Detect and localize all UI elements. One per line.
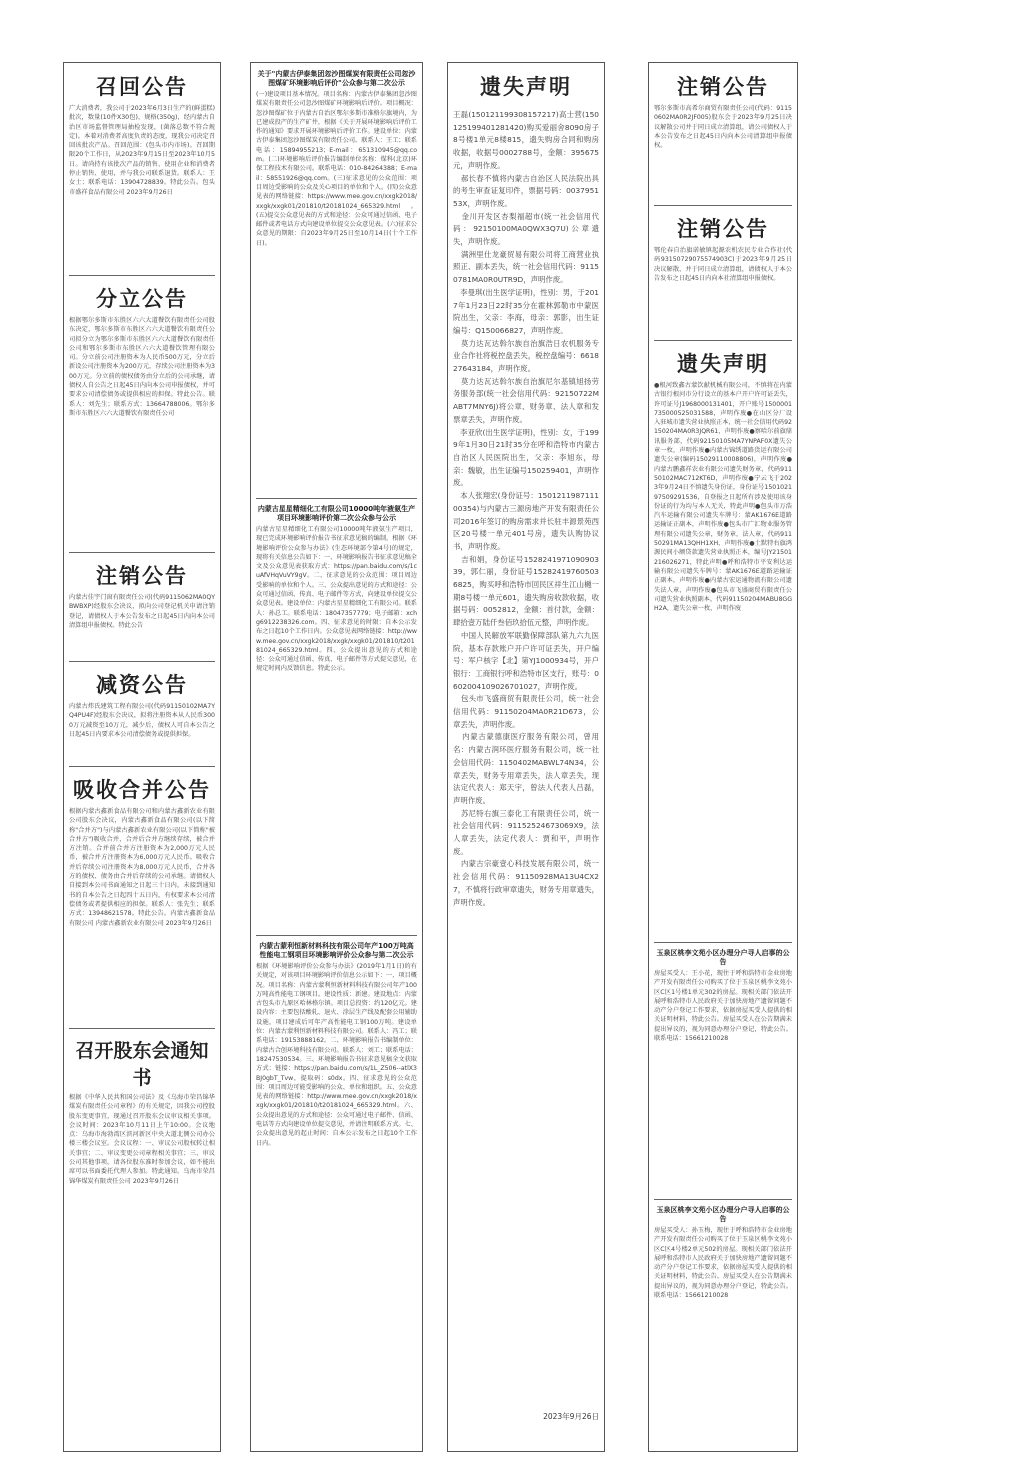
notice-body: 根据鄂尔多斯市东胜区六六大道餐饮有限责任公司股东决定，鄂尔多斯市东胜区六六大道餐饮有限责任公司拟分立为鄂尔多斯市东胜区六六大道餐饮有限责任公司和鄂尔多斯市东胜区六六大道餐饮管理有限公司。分立前公司注册资本为人民币500万元，分立后新设公司注册资本为200万元，存续公司注册资本为300万元。分立前的债权债务由分立后的公司承继，请债权人自公告之日起45日内向本公司申报债权，并可要求公司清偿债务或提供相应的担保。特此公告。联系人：刘先生；联系方式：13664788006。鄂尔多斯市东胜区六六大道餐饮有限责任公司 bbox=[69, 317, 215, 417]
notice-title: 玉泉区桃李文苑小区办理分户寻人启事的公告 bbox=[656, 949, 790, 966]
notice-title: 关于"内蒙古伊泰集团忽沙图煤炭有限责任公司忽沙图煤矿环境影响后评价"公众参与第二次公示 bbox=[257, 70, 416, 87]
notice-title: 内蒙古蒙利恒新材料科技有限公司年产100万吨高性能电工钢项目环境影响评价公众参与第二次公示 bbox=[259, 942, 414, 959]
split-notice bbox=[69, 279, 215, 553]
recall-notice bbox=[69, 67, 215, 276]
notice-title: 注销公告 bbox=[96, 564, 188, 588]
notice-body: 内蒙古炜氏建筑工程有限公司(代码91150102MA7YQ4PU4F)经股东会决议，拟将注册资本从人民币3000万元减资至10万元，减少后，债权人可自本公告之日起45日内要求本公司清偿债务或提供担保。 bbox=[69, 703, 215, 738]
column-2 bbox=[250, 62, 423, 1452]
column-4 bbox=[648, 62, 798, 1452]
notice-title: 召开股东会通知书 bbox=[75, 1040, 209, 1089]
merger-notice bbox=[69, 770, 215, 1029]
household-notice-1 bbox=[654, 946, 792, 1200]
notice-body: 根据《中华人民共和国公司法》及《乌海市荣昌锦华煤炭有限责任公司章程》的有关规定，因我公司控股股东变更事宜，现通过召开股东会议审议相关事项。会议时间：2023年10月11日上午10:00。会议地点：乌海市海勃湾区滨河新区中央大道北侧公司办公楼三楼会议室。会议议程：一、审议公司股权转让相关事宜；二、审议变更公司章程相关事宜；三、审议公司其他事项。请各位股东准时参加会议，如不能出席可以书面委托代理人参加。特此通知。乌海市荣昌锦华煤炭有限责任公司 2023年9月26日 bbox=[69, 1094, 215, 1185]
notice-body: 内蒙古星星精细化工有限公司10000吨年液氨生产项目，现已完成环境影响评价报告书征求意见稿的编制，根据《环境影响评价公众参与办法》(生态环境部令第4号)的规定，现将有关信息公告如下：一、环境影响报告书征求意见稿全文及公众意见表获取方式：https://pan.baidu.com/s/1cuAfVHqVuVY9gV。二、征求意见的公众范围：项目周边受影响的单位和个人。三、公众提出意见的方式和途径：公众可通过信函、传真、电子邮件等方式，向建设单位提交公众意见表。建设单位：内蒙古星星精细化工有限公司。联系人：孙总工。联系电话：18047357779；电子邮箱：xchg6912238326.com。四、征求意见的时限：自本公示发布之日起10个工作日内。公众意见表网络链接：http://www.mee.gov.cn/xxgk2018/xxgk/xxgk01/201810/t20181024_665329.html。四、公众提出意见的方式和途径：公众可通过信函、传真、电子邮件等方式提交意见，在规定时间内反馈信息。特此公示。 bbox=[256, 526, 417, 673]
deregistration-notice-2 bbox=[654, 209, 792, 341]
notice-body: 根据内蒙古鑫新食品有限公司和内蒙古鑫新农业有限公司股东会决议，内蒙古鑫新食品有限公司(以下简称"合并方")与内蒙古鑫新农业有限公司(以下简称"被合并方")吸收合并，合并后合并方继续存续，被合并方注销。合并前合并方注册资本为2,000万元人民币，被合并方注册资本为6,000万元人民币。吸收合并后存续公司注册资本为8,000万元人民币，合并各方的债权、债务由合并后存续的公司承继。请债权人自接到本公司书面通知之日起三十日内，未接到通知书的自本公告之日起四十五日内，有权要求本公司清偿债务或者提供相应的担保。联系人：张先生；联系方式：13948621578。特此公告。内蒙古鑫新食品有限公司 内蒙古鑫新农业有限公司 2023年9月26日 bbox=[69, 808, 215, 927]
notice-title: 玉泉区桃李文苑小区办理分户寻人启事的公告 bbox=[656, 1206, 790, 1223]
notice-body: 广大消费者，我公司于2023年6月3日生产的(鲜蛋糕)批次，数量(10件X30包)，规格(350g)，经内蒙古自治区市场监督管理局抽检发现，(菌落总数不符合规定)。本着对消费者高度负责的态度，现我公司决定召回该批次产品。召回范围：(包头市内市场)。召回期限20个工作日，从2023年9月15日至2023年10月5日。请尚持有该批次产品的销售、使用企业和消费者停止销售、使用，并与我公司联系退货。联系人：王女士；联系电话：13904728839。特此公告。包头市盛祥食品有限公司 2023年9月26日 bbox=[69, 105, 215, 196]
notice-title: 遗失声明 bbox=[677, 352, 769, 376]
lost-statement bbox=[654, 344, 792, 943]
notice-title: 注销公告 bbox=[677, 75, 769, 99]
notice-body: 内蒙古佳宇门窗有限责任公司(代码9115062MA0QYBWBXP)经股东会决议，拟向公司登记机关申请注销登记，请债权人于本公告发布之日起45日内向本公司清算组申报债权。特此公告 bbox=[69, 594, 215, 629]
eia-notice-3 bbox=[256, 939, 417, 1452]
column-1 bbox=[63, 62, 221, 1452]
notice-title: 注销公告 bbox=[677, 217, 769, 241]
capital-reduction-notice bbox=[69, 665, 215, 767]
deregistration-notice bbox=[69, 556, 215, 662]
notice-body: 鄂伦春自治旗诺敏镇起源农机农民专业合作社(代码93150729075574903C)于2023年9月25日决议解散，并于同日成立清算组，请债权人于本公告发布之日起45日内向本社清算组申报债权。 bbox=[654, 247, 792, 282]
notice-body: (一)建设项目基本情况。项目名称：内蒙古伊泰集团忽沙图煤炭有限责任公司忽沙图煤矿环境影响后评价。项目概况：忽沙图煤矿位于内蒙古自治区鄂尔多斯市准格尔旗境内，为已建成投产的生产矿井，根据《关于开展环境影响后评价工作的通知》要求开展环境影响后评价工作。建设单位：内蒙古伊泰集团忽沙图煤炭有限责任公司。联系人：王工；联系电话：15894955213；E-mail：651310945@qq.com。(二)环境影响后评价报告编制单位名称：煤科(北京)环保工程技术有限公司。联系电话：010-84264388；E-mail：58551926@qq.com。(三)征求意见的公众范围：项目周边受影响的公众及关心项目的单位和个人。(四)公众意见表的网络链接：https://www.mee.gov.cn/xxgk2018/xxgk/xxgk01/201810/t20181024_665329.html。(五)提交公众意见表的方式和途径：公众可通过信函、电子邮件或者电话方式向建设单位提交公众意见表。(六)征求公众意见的期限：自2023年9月25日至10月14日(十个工作日)。 bbox=[256, 91, 417, 247]
lost-statements-body: 王磊(150121199308157217)高士营(150125199401281420)购买爱丽舍8090房子8号楼1单元8楼815，遗失购房合同和购房收据，收据号0002788号，金额：395675元，声明作废。 郝长春不慎将内蒙古自治区人民法院出具的考生审查证复印件，票据号码：003795153X，声明作废。 金川开发区杏梨福超市(统一社会信用代码：92150100MA0QWX3Q7U)公章遗失，声明作废。 满洲里仕龙豪贸易有限公司将工商营业执照正、副本丢失，统一社会信用代码：91150781MA0R0UTR9D，声明作废。 李曼琪(出生医学证明)，性别：男，于2017年1月23日22时35分在霍林郭勒市中蒙医院出生，父亲：李海，母亲：郭影，出生证编号：Q150066827，声明作废。 莫力达瓦达斡尔族自治旗浩日农机服务专业合作社将税控盘丢失，税控盘编号：661827643184，声明作废。 莫力达瓦达斡尔族自治旗尼尔基镇旭扬劳务服务部(统一社会信用代码：92150722MABT7MNY6J)将公章、财务章、法人章和发票章丢失，声明作废。 李亚欣(出生医学证明)，性别：女，于1999年1月30日21时35分在呼和浩特市内蒙古自治区人民医院出生，父亲：李旭东，母亲：魏敏，出生证编号150259401，声明作废。 本人张翔宏(身份证号：150121198711100354)与内蒙古三源房地产开发有限责任公司2016年签订的购房需求并长驻丰源景苑西区20号楼一单元401号房，遗失认购协议书，声明作废。 吉和娟，身份证号152824197109090339，郭仁丽，身份证号152824197605036825，购买呼和浩特市回民区祥生江山樾一期8号楼一单元601，遗失购房收款收据，收据号码：0052812，金额：首付款，金额：肆拾壹万陆仟叁佰玖拾伍元整，声明作废。 中国人民解放军联勤保障部队第九六九医院，基本存款账户开户许可证丢失，开户编号：军户核字【北】第YJ1000934号，开户银行：工商银行呼和浩特市区支行，账号：0602004109026701027，声明作废。 包头市飞盛商贸有限责任公司，统一社会信用代码：91150204MA0R21D673，公章丢失，声明作废。 内蒙古蒙德康医疗服务有限公司，曾用名：内蒙古润环医疗服务有限公司，统一社会信用代码：1150402MABWL74N34，公章丢失，财务专用章丢失，法人章丢失，现法定代表人：郑天宇，曾法人代表人吕磊，声明作废。 苏尼特右旗三泰化工有限责任公司，统一社会信用代码：91152524673069X9，法人章丢失，法定代表人：贾和平，声明作废。 内蒙古宗豪壹心科技发展有限公司，统一社会信用代码：91150928MA13U4CX27，不慎将行政审章遗失，财务专用章遗失，声明作废。 bbox=[453, 110, 599, 907]
deregistration-notice-1 bbox=[654, 67, 792, 206]
shareholder-meeting-notice bbox=[69, 1032, 215, 1452]
column-3 bbox=[447, 62, 605, 1452]
notice-title: 内蒙古星星精细化工有限公司10000吨年液氨生产项目环境影响评价第二次公众参与公示 bbox=[257, 505, 416, 522]
eia-notice-2 bbox=[256, 502, 417, 936]
eia-notice-1 bbox=[256, 67, 417, 499]
notice-title: 分立公告 bbox=[96, 287, 188, 311]
notice-body: ●根河致鑫古蒙饮献机械有限公司，不慎将在内蒙古银行根河市分行设立的基本户开户许可证丢失，许可证号J1968000131401，开户账号1500001735000525031588，声明作废●在山区分厂设入驻城市遗失营业执照正本，统一社会信用代码92150204MA0R3JQR61，声明作废●察哈尔前旗鼎讯服务部，代码92150105MA7YNPAF0X遗失公章一枚，声明作废●内蒙古锦绣道路货运有限公司遗失公章(编码15029110008806)，声明作废●内蒙古鹏鑫祥农业有限公司遗失财务章，代码91150102MAC712KT6D，声明作废●宁云飞于2023年9月24日不慎遗失身份证，身份证号150102197509291536，自登报之日起所有涉及使用该身份证的行为均与本人无关，特此声明●包头市万浩汽车运输有限公司遗失车牌号：蒙AK1676E道路运输证正副本，声明作废●包头市广汇物业服务管理有限公司遗失公章，财务章，法人章，代码91150291MA13QHH1XH，声明作废●土默特右旗鸿源民间小额贷款遗失营业执照正本，编号JY21501216026271，特此声明●呼和浩特市平安利达运输有限公司遗失车牌号：蒙AK1676E道路运输证正副本，声明作废●内蒙古宏运通物流有限公司遗失法人章，声明作废●包头市飞盛商贸有限责任公司遗失营业执照副本，代码91150204MABU8GGH2A，遗失公章一枚，声明作废 bbox=[654, 382, 792, 613]
notice-body: 鄂尔多斯市高希尔商贸有限责任公司(代码：91150602MA0R2JF005)股东会于2023年9月25日决议解散公司并于同日成立清算组，请公司债权人于本公告发布之日起45日内向本公司清算组申报债权。 bbox=[654, 105, 792, 150]
notice-title: 遗失声明 bbox=[480, 75, 572, 99]
notice-title: 减资公告 bbox=[96, 673, 188, 697]
notice-date: 2023年9月26日 bbox=[543, 1412, 599, 1421]
notice-title: 吸收合并公告 bbox=[73, 778, 211, 802]
notice-title: 召回公告 bbox=[96, 75, 188, 99]
notice-body: 房屋买受人：孙玉梅，现住于呼和浩特市金业房地产开发有限责任公司购买了位于玉泉区桃李文苑小区C区4号楼2单元502的房屋。现相关部门依法开展呼和浩特市人民政府关于加快房地产遗留问题不动产分户登记工作要求，依据房屋买受人提供的相关证明材料，特此公告。房屋买受人在公告期满未提出异议的，视为同意办理分户登记，特此公告。联系电话：15661210028 bbox=[654, 1227, 792, 1300]
household-notice-2 bbox=[654, 1203, 792, 1452]
notice-body: 房屋买受人：王小花，现住于呼和浩特市金业房地产开发有限责任公司购买了位于玉泉区桃李文苑小区C区1号楼1单元302的房屋。现相关部门依法开展呼和浩特市人民政府关于加快房地产遗留问题不动产分户登记工作要求，依据房屋买受人提供的相关证明材料，特此公告。房屋买受人在公告期满未提出异议的，视为同意办理分户登记，特此公告。联系电话：15661210028 bbox=[654, 970, 792, 1043]
notice-body: 根据《环境影响评价公众参与办法》(2019年1月1日)的有关规定，对该项目环境影响评价信息公示如下：一、项目概况。项目名称：内蒙古蒙利恒新材料科技有限公司年产100万吨高性能电工钢项目。建设性质：新建。建设地点：内蒙古包头市九原区哈林格尔镇。项目总投资：约120亿元。建设内容：主要包括酸轧、退火、涂层生产线及配套公用辅助设施，项目建成后可年产高性能电工钢100万吨。建设单位：内蒙古蒙利恒新材料科技有限公司。联系人：冯工；联系电话：19153888162。二、环境影响报告书编制单位：内蒙古合创环境科技有限公司。联系人：刘工；联系电话：18247530534。三、环境影响报告书征求意见稿全文获取方式：链接：https://pan.baidu.com/s/1L_Z506--atlX3BJ0gbT_Tvw，提取码：s0dx。四、征求意见的公众范围：项目周边可能受影响的公众、单位和组织。五、公众意见表的网络链接：http://www.mee.gov.cn/xxgk2018/xxgk/xxgk01/201810/t20181024_665329.html。六、公众提出意见的方式和途径：公众可通过电子邮件、信函、电话等方式向建设单位提交意见，并请注明联系方式。七、公众提出意见的起止时间：自本公示发布之日起10个工作日内。 bbox=[256, 963, 417, 1147]
